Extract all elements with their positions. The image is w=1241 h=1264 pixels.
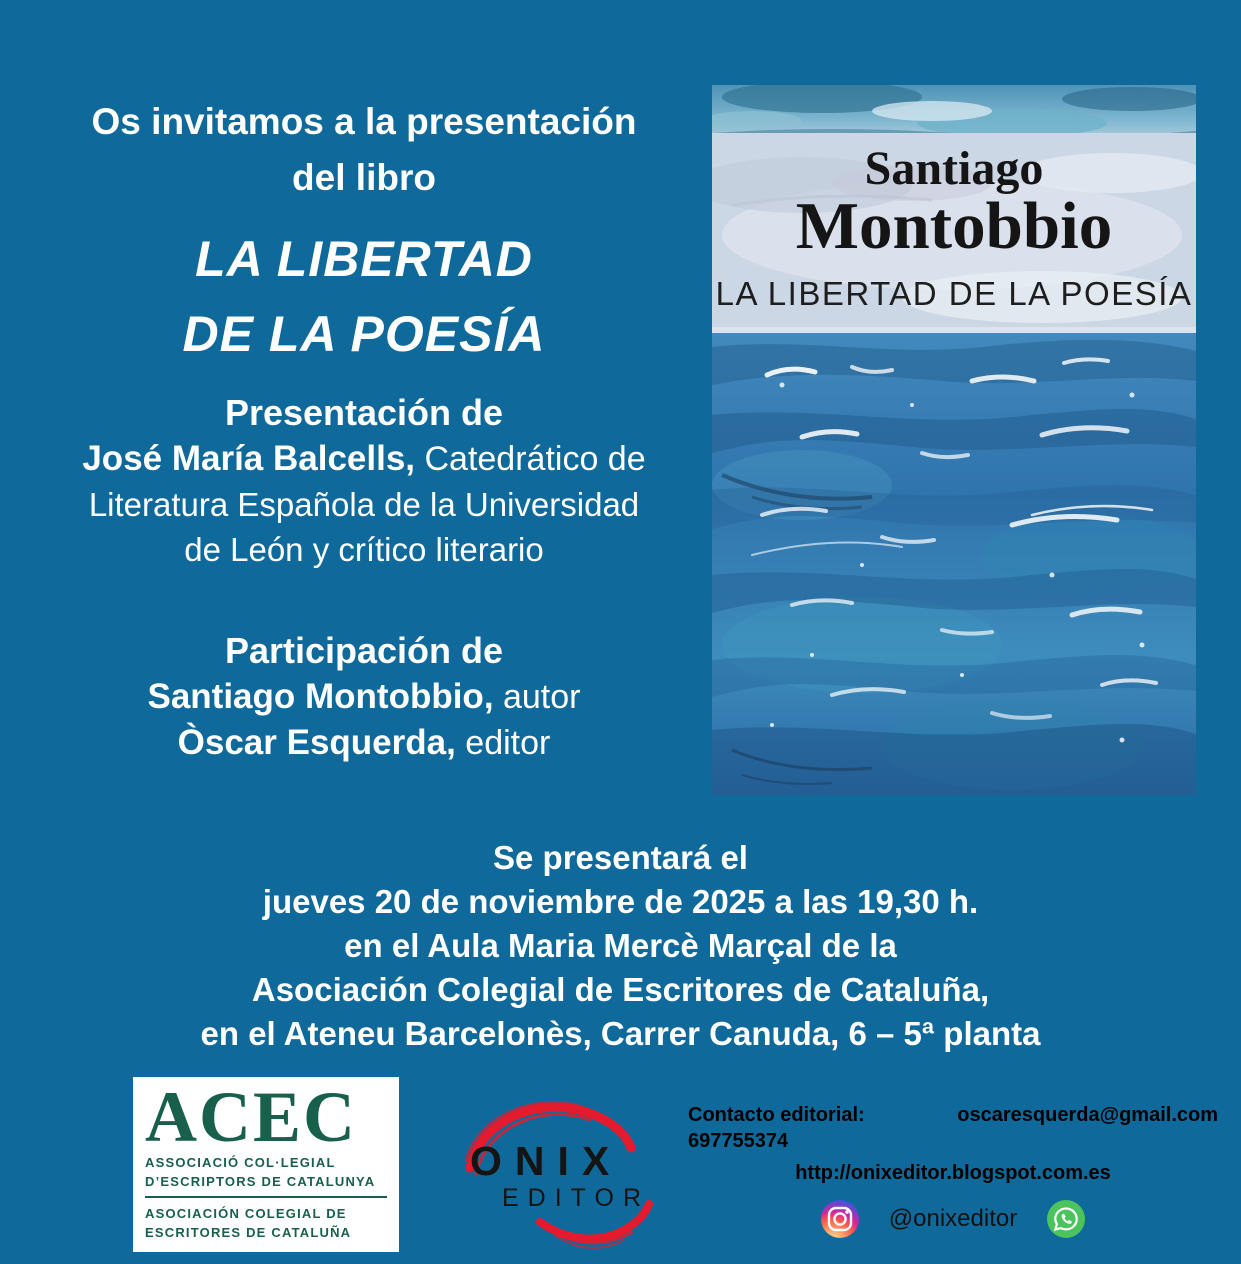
event-line-2: jueves 20 de noviembre de 2025 a las 19,30 h.	[262, 883, 979, 920]
event-line-4: Asociación Colegial de Escritores de Cataluña,	[251, 971, 990, 1008]
acec-acronym: ACEC	[145, 1077, 358, 1157]
acec-catalan-line-2: D’ESCRIPTORS DE CATALUNYA	[145, 1174, 376, 1189]
intro-line-1: Os invitamos a la presentación	[91, 101, 637, 142]
speaker-detail-1: Literatura Española de la Universidad	[88, 486, 640, 523]
invitation-column	[8, 94, 720, 766]
acec-spanish-line-2: ESCRITORES DE CATALUÑA	[145, 1225, 352, 1240]
onix-subtitle: EDITOR	[502, 1184, 650, 1212]
speaker-detail-2: de León y crítico literario	[184, 531, 544, 568]
book-title-line-1: LA LIBERTAD	[195, 231, 533, 287]
editor-name: Òscar Esquerda,	[177, 723, 456, 762]
participation-editor	[8, 720, 720, 766]
cover-author-last-name: Montobbio	[795, 189, 1113, 263]
presentation-speaker	[8, 436, 720, 482]
contact-block	[688, 1102, 1218, 1238]
contact-website: http://onixeditor.blogspot.com.es	[795, 1162, 1111, 1184]
event-line-5: en el Ateneu Barcelonès, Carrer Canuda, 6 – 5ª planta	[200, 1015, 1041, 1052]
cover-author-first-name: Santiago	[864, 142, 1044, 195]
event-details	[0, 836, 1241, 1056]
cover-book-title: LA LIBERTAD DE LA POESÍA	[715, 275, 1193, 312]
speaker-role: Catedrático de	[415, 440, 646, 478]
contact-row-1	[688, 1102, 1218, 1154]
author-name: Santiago Montobbio,	[147, 677, 494, 716]
presentation-heading: Presentación de	[224, 392, 504, 433]
event-line-1: Se presentará el	[493, 839, 748, 876]
onix-editor-logo	[452, 1088, 672, 1256]
speaker-name: José María Balcells,	[82, 439, 416, 478]
intro-line-2: del libro	[292, 157, 436, 198]
acec-divider	[145, 1196, 387, 1198]
book-title	[8, 222, 720, 372]
book-title-line-2: DE LA POESÍA	[182, 306, 546, 362]
event-line-3: en el Aula Maria Mercè Marçal de la	[344, 927, 897, 964]
contact-email: oscaresquerda@gmail.com	[957, 1104, 1218, 1126]
contact-editorial-phone: Contacto editorial: 697755374	[688, 1104, 865, 1152]
acec-logo	[133, 1077, 399, 1252]
instagram-icon	[821, 1200, 859, 1238]
onix-name: ONIX	[470, 1138, 623, 1184]
author-role: autor	[493, 678, 581, 716]
acec-catalan-line-1: ASSOCIACIÓ COL·LEGIAL	[145, 1155, 336, 1170]
participation-heading: Participación de	[224, 630, 504, 671]
contact-social-row	[688, 1200, 1218, 1238]
book-cover	[712, 85, 1196, 795]
acec-spanish-line-1: ASOCIACIÓN COLEGIAL DE	[145, 1206, 347, 1221]
editor-role: editor	[455, 724, 551, 762]
participation-author	[8, 674, 720, 720]
instagram-handle: @onixeditor	[888, 1205, 1018, 1232]
whatsapp-icon	[1047, 1200, 1085, 1238]
